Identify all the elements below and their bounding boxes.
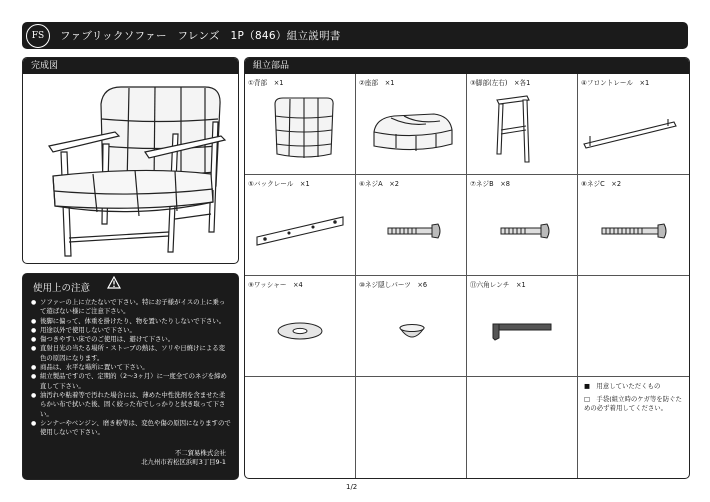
caution-item: ● 後脚に偏って、体重を掛けたり、物を置いたりしないで下さい。 [31,317,231,326]
caution-item: ● ソファーの上に立たないで下さい。特にお子様がイスの上に乗って遊ばない様にご注意下さい。 [31,298,231,317]
caution-item: ● 用途以外で使用しないで下さい。 [31,326,231,335]
prepared-items-note: ■ 用意していただくもの [584,382,661,390]
seat-cushion-image [356,74,467,175]
part-label: ⑤バックレール ×1 [248,180,310,188]
caution-item: ● 直射日光の当たる場所・ストーブの熱は、ソリや日焼けによる変色の原因になります。 [31,344,231,363]
part-cell-legs [467,74,578,175]
caution-title: 使用上の注意 [33,283,91,294]
part-label: ②座部 ×1 [359,79,395,87]
part-cell-empty-2 [245,377,356,478]
caution-item: ● 傷つきやすい床でのご使用は、避けて下さい。 [31,335,231,344]
part-label: ⑦ネジB ×8 [470,180,510,188]
completed-figure-panel [22,57,239,264]
part-cell-screw-a [356,175,467,276]
header-bar [22,22,688,49]
sofa-illustration [23,74,238,263]
part-cell-front-rail [578,74,689,175]
part-cell-back [245,74,356,175]
document-title: ファブリックソファー フレンズ 1P（846）組立説明書 [60,30,341,42]
page-number: 1/2 [346,483,358,491]
part-cell-hex-wrench [467,276,578,377]
company-name: 不二貿易株式会社 [174,449,226,457]
part-cell-empty-3 [356,377,467,478]
caution-list [31,298,231,437]
usage-caution-panel [22,273,239,480]
part-label: ⑧ネジC ×2 [581,180,622,188]
screw-cap-image [356,276,467,377]
hex-wrench-image [467,276,578,377]
prepared-items-cell [578,377,689,478]
caution-item: ● シンナーやベンジン、磨き粉等は、変色や傷の原因になりますので使用しないで下さい。 [31,419,231,438]
part-label: ③脚部(左右) ×各1 [470,79,531,87]
parts-grid [245,74,689,478]
part-label: ⑩ネジ隠しパーツ ×6 [359,281,428,289]
part-label: ④フロントレール ×1 [581,79,650,87]
brand-logo: FS [26,24,50,48]
front-rail-image [578,74,689,175]
part-cell-seat [356,74,467,175]
screw-b-image [467,175,578,276]
back-cushion-image [245,74,356,175]
part-label: ⑪六角レンチ ×1 [470,281,526,289]
back-rail-image [245,175,356,276]
part-cell-screw-b [467,175,578,276]
leg-frame-image [467,74,578,175]
completed-figure-title: 完成図 [23,58,238,74]
caution-item: ● 油汚れや粘着等で汚れた場合には、薄めた中性洗剤を含ませた柔らかい布で拭いた後、固く絞った布でしっかりと拭き取って下さい。 [31,391,231,419]
part-label: ⑨ワッシャー ×4 [248,281,303,289]
part-cell-screw-c [578,175,689,276]
caution-item: ● 組立製品ですので、定期的（2〜3ヶ月）に一度全てのネジを締め直して下さい。 [31,372,231,391]
parts-panel [244,57,690,479]
part-cell-washer [245,276,356,377]
part-label: ①背部 ×1 [248,79,284,87]
screw-c-image [578,175,689,276]
part-cell-screw-cap [356,276,467,377]
company-address: 北九州市若松区浜町3丁目9-1 [141,458,226,466]
washer-image [245,276,356,377]
screw-a-image [356,175,467,276]
warning-icon [107,276,121,289]
part-cell-empty-4 [467,377,578,478]
gloves-note: □ 手袋(組立時のケガ等を防ぐための必ず着用してください。 [584,395,682,412]
parts-title: 組立部品 [245,58,689,74]
caution-item: ● 商品は、水平な場所に置いて下さい。 [31,363,231,372]
part-cell-back-rail [245,175,356,276]
part-label: ⑥ネジA ×2 [359,180,399,188]
company-info [141,449,226,467]
part-cell-empty-1 [578,276,689,377]
